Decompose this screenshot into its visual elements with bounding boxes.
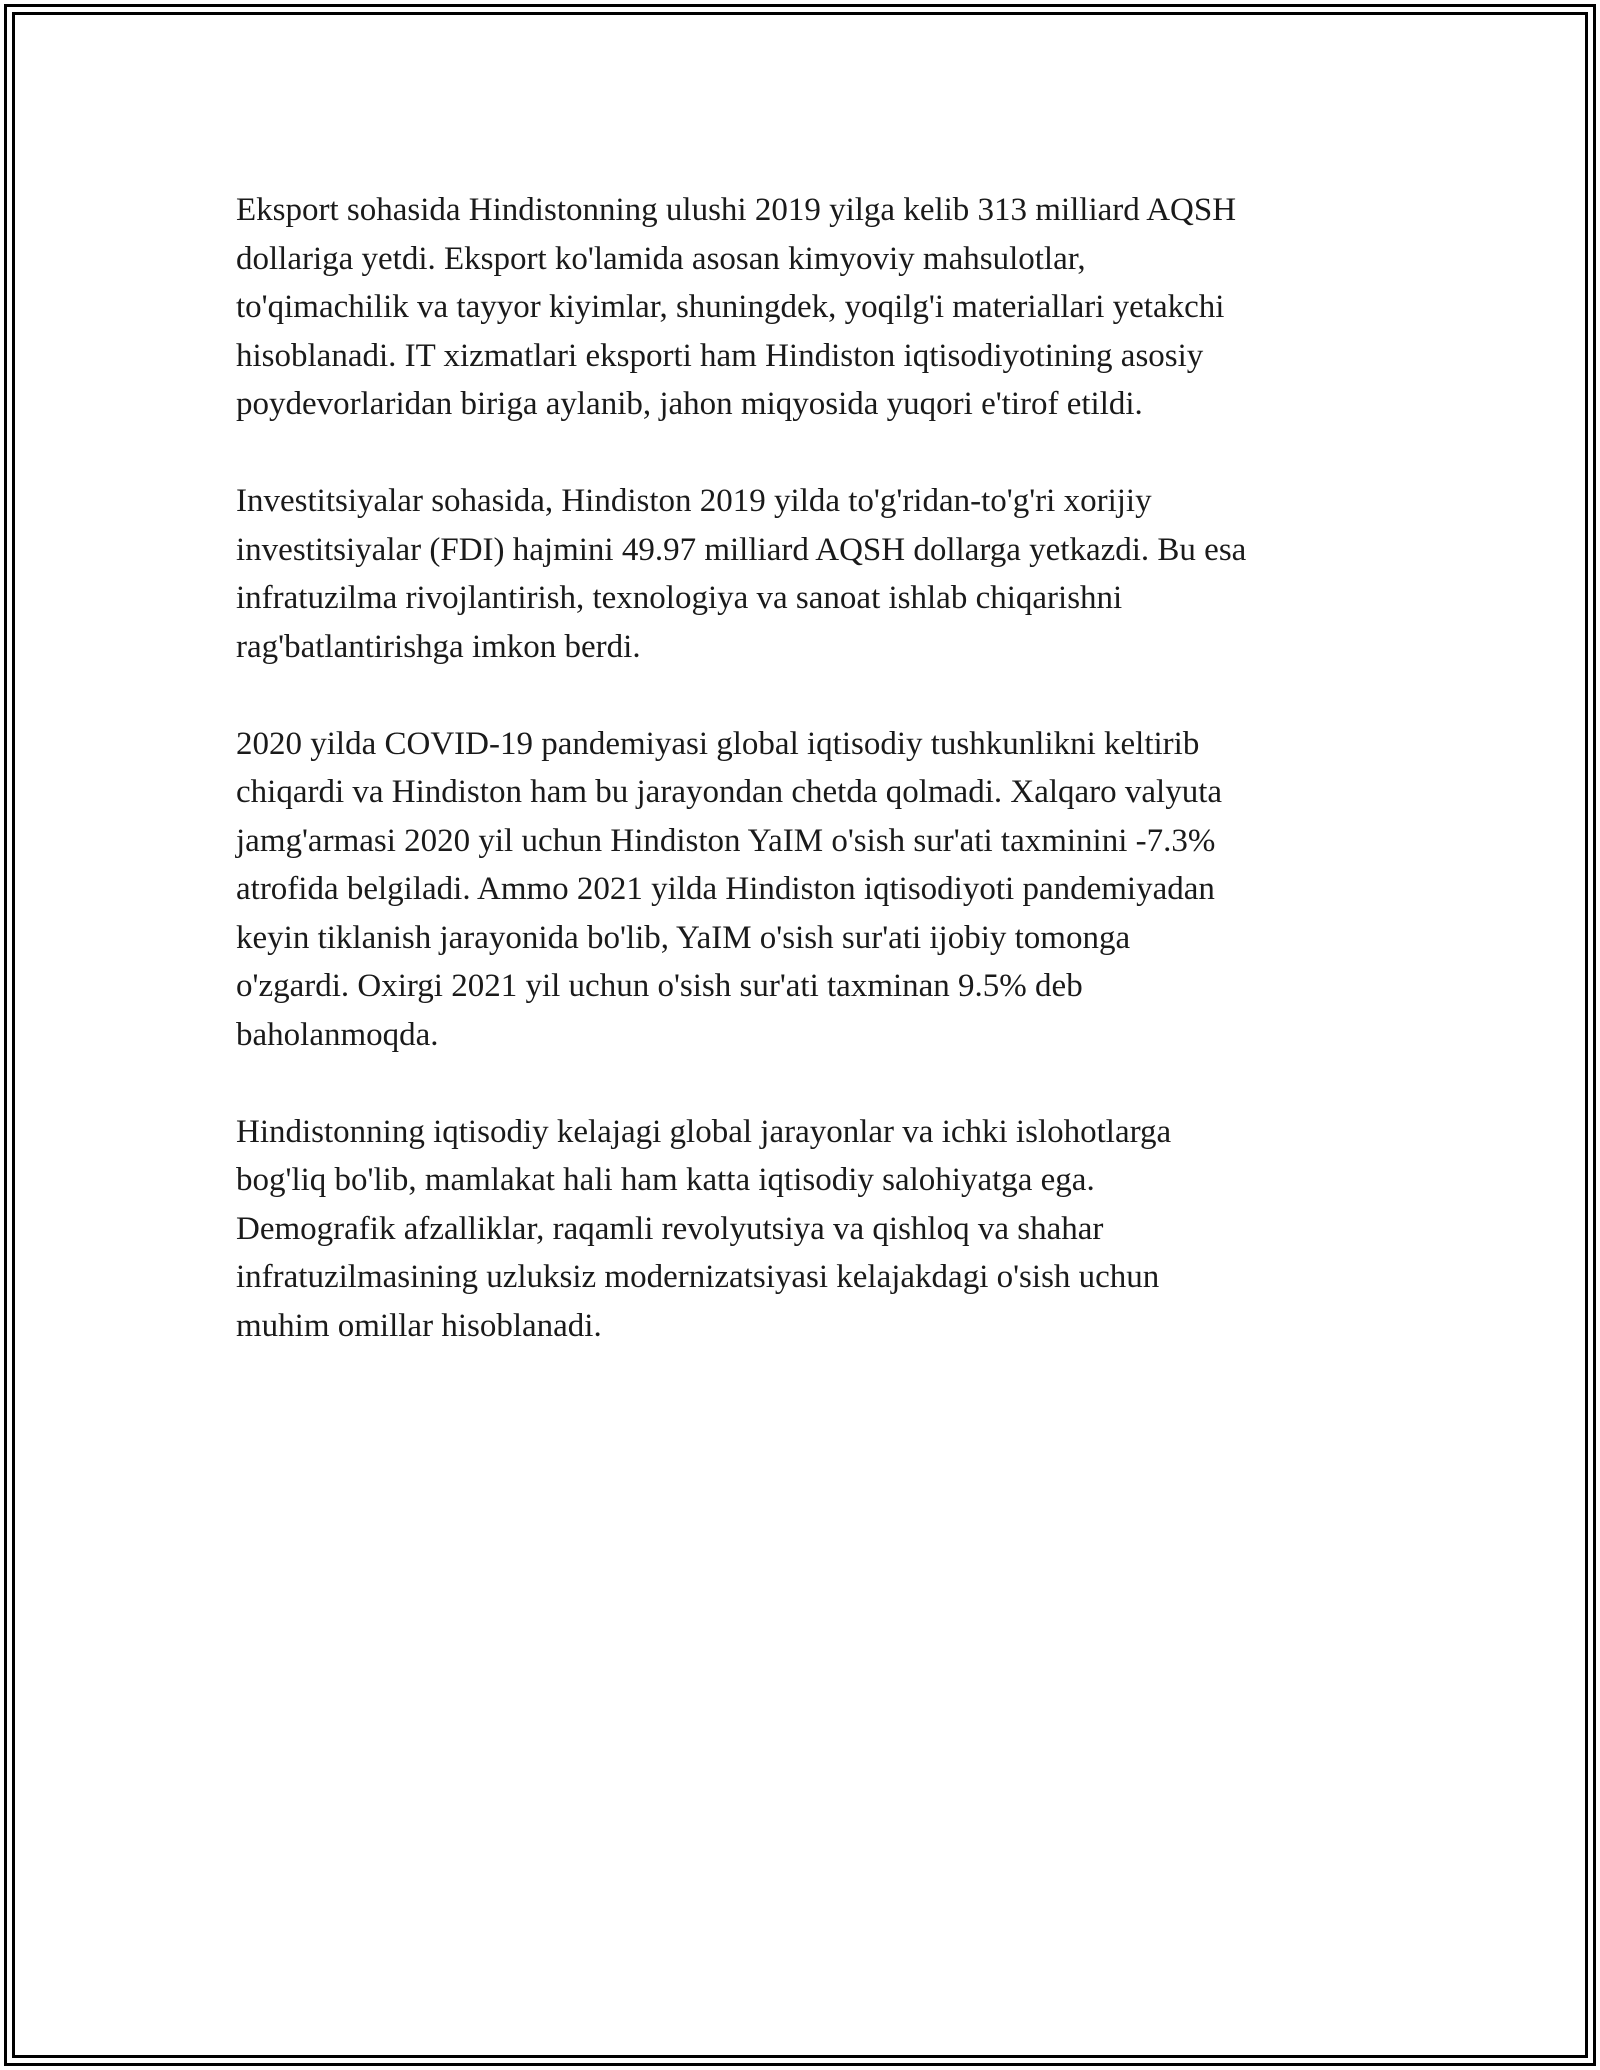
- text-line: Investitsiyalar sohasida, Hindiston 2019 yilda to'g'ridan-to'g'ri xorijiy: [236, 483, 1152, 519]
- text-line: muhim omillar hisoblanadi.: [236, 1307, 602, 1344]
- text-line: dollariga yetdi. Eksport ko'lamida asosan kimyoviy mahsulotlar,: [236, 240, 1086, 277]
- text-line: Eksport sohasida Hindistonning ulushi 2019 yilga kelib 313 milliard AQSH: [236, 192, 1237, 228]
- text-line: poydevorlaridan biriga aylanib, jahon miqyosida yuqori e'tirof etildi.: [236, 386, 1143, 422]
- text-line: rag'batlantirishga imkon berdi.: [236, 628, 641, 665]
- paragraph-exports: [236, 186, 1376, 429]
- text-line: jamg'armasi 2020 yil uchun Hindiston YaIM o'sish sur'ati taxminini -7.3%: [236, 822, 1216, 859]
- text-line: baholanmoqda.: [236, 1016, 439, 1053]
- paragraph-covid: [236, 720, 1376, 1060]
- paragraph-future: [236, 1108, 1376, 1351]
- text-line: atrofida belgiladi. Ammo 2021 yilda Hindiston iqtisodiyoti pandemiyadan: [236, 871, 1215, 907]
- text-line: to'qimachilik va tayyor kiyimlar, shuningdek, yoqilg'i materiallari yetakchi: [236, 289, 1225, 325]
- text-line: o'zgardi. Oxirgi 2021 yil uchun o'sish sur'ati taxminan 9.5% deb: [236, 968, 1083, 1004]
- text-line: investitsiyalar (FDI) hajmini 49.97 milliard AQSH dollarga yetkazdi. Bu esa: [236, 531, 1247, 568]
- text-line: keyin tiklanish jarayonida bo'lib, YaIM o'sish sur'ati ijobiy tomonga: [236, 919, 1131, 956]
- text-line: hisoblanadi. IT xizmatlari eksporti ham Hindiston iqtisodiyotining asosiy: [236, 337, 1204, 374]
- text-line: 2020 yilda COVID-19 pandemiyasi global iqtisodiy tushkunlikni keltirib: [236, 725, 1200, 762]
- document-body: [236, 186, 1376, 1399]
- text-line: infratuzilmasining uzluksiz modernizatsiyasi kelajakdagi o'sish uchun: [236, 1259, 1160, 1295]
- text-line: chiqardi va Hindiston ham bu jarayondan chetda qolmadi. Xalqaro valyuta: [236, 774, 1223, 810]
- paragraph-investments: [236, 477, 1376, 671]
- text-line: bog'liq bo'lib, mamlakat hali ham katta iqtisodiy salohiyatga ega.: [236, 1162, 1095, 1198]
- text-line: infratuzilma rivojlantirish, texnologiya va sanoat ishlab chiqarishni: [236, 580, 1123, 616]
- text-line: Demografik afzalliklar, raqamli revolyutsiya va qishloq va shahar: [236, 1210, 1104, 1247]
- text-line: Hindistonning iqtisodiy kelajagi global jarayonlar va ichki islohotlarga: [236, 1113, 1172, 1150]
